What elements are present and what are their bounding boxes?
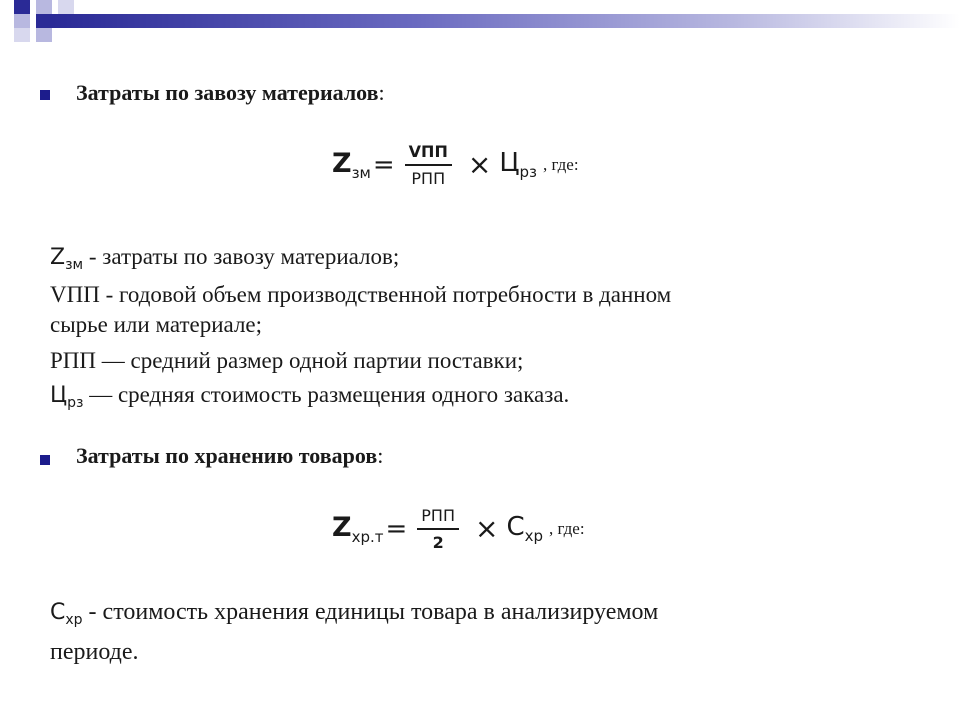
formula-numerator: VПП <box>408 142 448 161</box>
section2-definitions <box>50 596 658 668</box>
section2-heading-text: Затраты по хранению товаров <box>76 443 378 468</box>
formula-zm <box>332 142 579 188</box>
header-gradient-bar <box>52 14 960 28</box>
def-symbol: Ц <box>50 383 68 408</box>
def-text: - стоимость хранения единицы товара в анализируемом <box>82 599 659 625</box>
formula-where: , где: <box>543 154 579 174</box>
formula-factor-sub: хр <box>524 527 544 546</box>
times-sign: × <box>475 512 499 546</box>
bullet-square-icon <box>40 455 50 465</box>
def-symbol: С <box>50 600 66 625</box>
formula-fraction <box>417 506 459 552</box>
formula-equals: = <box>372 149 395 180</box>
formula-equals: = <box>385 513 408 544</box>
formula-lhs <box>332 148 371 182</box>
section1-definitions <box>50 242 671 418</box>
def-text: сырье или материале; <box>50 312 263 337</box>
definition-line <box>50 280 671 310</box>
definition-line <box>50 636 658 668</box>
def-text: — средний размер одной партии поставки; <box>96 348 524 373</box>
definition-line <box>50 242 671 280</box>
definition-line <box>50 596 658 636</box>
formula-lhs-sub: зм <box>351 163 371 182</box>
fraction-line <box>417 528 459 530</box>
definition-line <box>50 346 671 376</box>
formula-factor-sub: рз <box>519 163 537 182</box>
formula-factor-symbol: Ц <box>499 148 520 179</box>
def-text: — средняя стоимость размещения одного заказа. <box>83 382 570 407</box>
deco-square <box>14 14 30 28</box>
formula-zhrt <box>332 506 585 552</box>
deco-square <box>36 28 52 42</box>
bullet-square-icon <box>40 90 50 100</box>
fraction-line <box>405 164 452 166</box>
def-text: - годовой объем производственной потребности в данном <box>99 282 672 307</box>
deco-square <box>14 0 30 14</box>
formula-lhs-symbol: Z <box>332 147 352 179</box>
formula-numerator: РПП <box>421 506 455 525</box>
formula-denominator: РПП <box>411 168 446 188</box>
formula-lhs <box>332 512 383 546</box>
def-symbol: Z <box>50 245 66 270</box>
formula-factor-symbol: С <box>506 512 525 543</box>
def-sub: хр <box>65 612 83 628</box>
def-sub: зм <box>65 257 84 273</box>
section2-heading <box>76 443 383 469</box>
definition-line <box>50 310 671 340</box>
def-symbol: РПП <box>50 348 97 373</box>
formula-fraction <box>405 142 452 188</box>
section1-heading <box>76 80 385 106</box>
deco-square <box>14 28 30 42</box>
times-sign: × <box>467 148 492 182</box>
section2-heading-colon: : <box>377 443 384 468</box>
formula-lhs-sub: хр.т <box>351 527 384 546</box>
section1-heading-colon: : <box>378 80 385 105</box>
def-text: - затраты по завозу материалов; <box>83 244 400 269</box>
def-symbol: VПП <box>50 282 100 307</box>
deco-square <box>58 0 74 14</box>
definition-line <box>50 380 671 418</box>
deco-square <box>36 14 52 28</box>
formula-factor <box>499 148 537 181</box>
def-sub: рз <box>67 395 84 411</box>
section1-heading-text: Затраты по завозу материалов <box>76 80 379 105</box>
formula-where: , где: <box>549 518 585 538</box>
formula-factor <box>506 512 543 545</box>
formula-lhs-symbol: Z <box>332 511 352 543</box>
formula-denominator: 2 <box>432 532 444 552</box>
deco-square <box>36 0 52 14</box>
def-text: периоде. <box>50 639 139 665</box>
